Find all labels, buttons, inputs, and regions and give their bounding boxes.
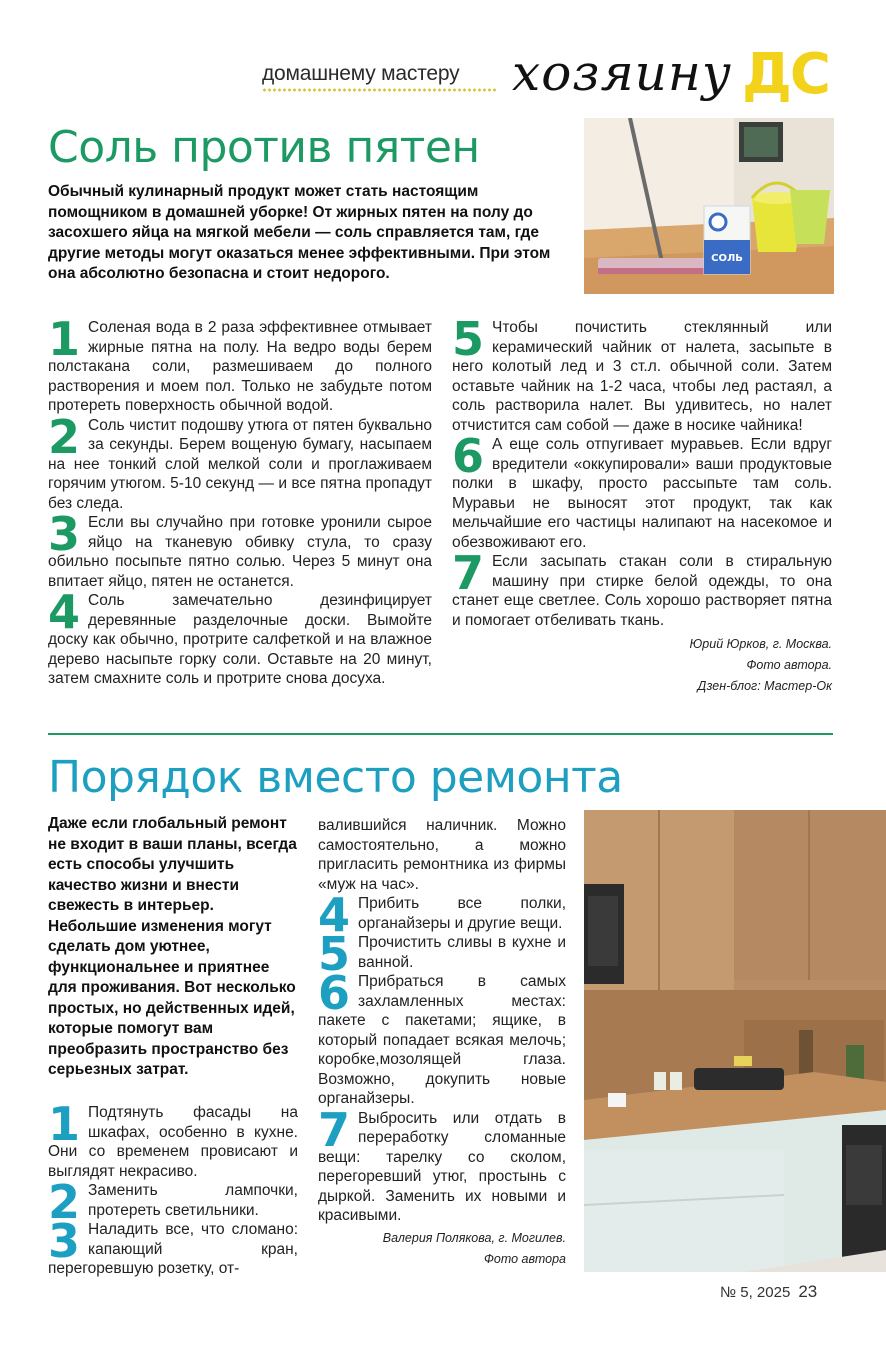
header-dotted-underline <box>262 88 498 92</box>
item-number: 5 <box>318 927 351 981</box>
item-number: 3 <box>48 507 81 561</box>
article1-photo-mop-salt <box>584 118 834 294</box>
author-credit: Валерия Полякова, г. Могилев. <box>382 1230 566 1245</box>
list-item <box>452 429 832 552</box>
item-number: 7 <box>318 1102 351 1157</box>
list-item <box>48 1175 298 1229</box>
item-text: Соленая вода в 2 раза эффективнее отмывает жирные пятна на полу. На ведро воды берем полстакана соли, размешиваем до полного растворения и моем пол. Только не забудьте потом протереть поверхность обычной водой. <box>48 319 432 414</box>
list-item <box>318 888 566 942</box>
item-number: 5 <box>452 312 485 366</box>
item-text: Заменить лампочки, протереть светильники. <box>88 1182 298 1219</box>
list-item <box>452 312 832 435</box>
author-credit: Юрий Юрков, г. Москва. <box>689 637 832 651</box>
article1-lead: Обычный кулинарный продукт может стать настоящим помощником в домашней уборке! От жирных пятен на полу до засохшего яйца на мягкой мебели — соль справляется там, где другие методы могут оказаться менее эффективными. При этом она абсолютно безопасна и стоит недорого. <box>48 183 551 282</box>
item-number: 3 <box>48 1214 81 1268</box>
article1-column-right <box>452 312 832 697</box>
header-title: хозяину <box>512 44 732 102</box>
list-item <box>452 546 832 630</box>
list-item <box>48 1097 298 1181</box>
item-text: Соль замечательно дезинфицирует деревянные разделочные доски. Вымойте доску как обычно, протрите салфеткой и на влажное дерево насыпьте горку соли. Оставьте на 20 минут, затем смахните соль и протрите снова досуха. <box>48 592 432 687</box>
item-text: Прибраться в самых захламленных местах: пакете с пакетами; ящике, в который попадает всякая мелочь; коробке,мозолящей глаза. Возможно, докупить новые органайзеры. <box>318 973 566 1107</box>
item-number: 2 <box>48 1175 81 1229</box>
article2-lead: Даже если глобальный ремонт не входит в ваши планы, всегда есть способы улучшить качество жизни и внести свежесть в интерьер. Небольшие изменения могут сделать дом уютнее, функциональнее и приятнее для проживания. Вот несколько простых, но действенных идей, которые помогут вам преобразить пространство без серьезных затрат. <box>48 815 297 1078</box>
section-header <box>262 42 842 110</box>
article1-credits <box>452 634 832 697</box>
item-number: 1 <box>48 1097 81 1151</box>
article1-title: Соль против пятен <box>48 122 480 173</box>
item-number: 1 <box>48 312 81 366</box>
item-number: 4 <box>318 888 351 942</box>
photo-credit: Фото автора <box>483 1251 566 1266</box>
article2-title: Порядок вместо ремонта <box>48 752 623 803</box>
article2-column-left <box>48 1097 298 1279</box>
mop-salt-illustration <box>584 118 834 294</box>
item-text: Выбросить или отдать в переработку сломанные вещи: тарелку со сколом, перегоревший утюг, простынь с дыркой. Заменить их новыми и красивыми. <box>318 1109 566 1224</box>
item-text: Наладить все, что сломано: капающий кран, перегоревшую розетку, от- <box>48 1221 298 1277</box>
kitchen-illustration <box>584 810 886 1272</box>
item-text: Прочистить сливы в кухне и ванной. <box>358 934 566 971</box>
list-item <box>318 927 566 981</box>
list-item <box>318 1102 566 1226</box>
item-text: Прибить все полки, органайзеры и другие вещи. <box>358 895 566 932</box>
article2-credits <box>318 1228 566 1270</box>
list-item <box>48 1214 298 1279</box>
header-subtitle: домашнему мастеру <box>262 62 460 85</box>
item-text: А еще соль отпугивает муравьев. Если вдруг вредители «оккупировали» ваши продуктовые полки в шкафу, просто рассыпьте там соль. Муравьи не выносят этот продукт, так как мельчайшие его частицы налипают на насекомое и обезвоживают его. <box>452 436 832 551</box>
page-number: 23 <box>798 1282 818 1301</box>
photo-credit: Фото автора. <box>746 658 832 672</box>
item-text: Если вы случайно при готовке уронили сырое яйцо на тканевую обивку стула, то сразу обильно посыпьте пятно солью. Через 5 минут она впитает яйцо, пятен не останется. <box>48 514 432 590</box>
article1-column-left <box>48 312 432 689</box>
item-text: Подтянуть фасады на шкафах, особенно в кухне. Они со временем провисают и выглядят некрасиво. <box>48 1104 298 1180</box>
item-number: 4 <box>48 585 81 639</box>
list-item <box>318 966 566 1109</box>
salt-pack-label: СОЛЬ <box>711 253 743 264</box>
item-3-continuation: валившийся наличник. Можно самостоятельно, а можно пригласить ремонтника из фирмы «муж на час». <box>318 817 566 893</box>
article2-column-middle <box>318 816 566 1270</box>
page-footer <box>720 1282 817 1302</box>
item-number: 2 <box>48 409 81 464</box>
item-text: Если засыпать стакан соли в стиральную машину при стирке белой одежды, то она станет еще светлее. Соль хорошо растворяет пятна и помогает отбеливать ткань. <box>452 553 832 629</box>
article2-photo-kitchen <box>584 810 886 1272</box>
list-item <box>48 409 432 514</box>
section-divider <box>48 733 833 735</box>
magazine-logo: ДС <box>742 42 829 107</box>
list-item <box>48 585 432 689</box>
item-number: 6 <box>452 429 485 483</box>
issue-number: № 5, 2025 <box>720 1284 791 1301</box>
blog-credit: Дзен-блог: Мастер-Ок <box>697 679 832 693</box>
item-text: Соль чистит подошву утюга от пятен буквально за секунды. Берем вощеную бумагу, насыпаем на нее тонкий слой мелкой соли и проглаживаем горячим утюгом. 5-10 секунд — и все пятна пропадут без следа. <box>48 416 432 512</box>
item-number: 6 <box>318 966 351 1020</box>
item-number: 7 <box>452 546 485 600</box>
list-item <box>48 312 432 416</box>
list-item <box>48 507 432 591</box>
item-text: Чтобы почистить стеклянный или керамический чайник от налета, засыпьте в него колотый лед и 3 ст.л. обычной соли. Затем оставьте чайник на 1-2 часа, чтобы лед растаял, а соль растворила налет. Вы удивитесь, но налет отчистится сам собой — даже в носике чайника! <box>452 319 832 434</box>
